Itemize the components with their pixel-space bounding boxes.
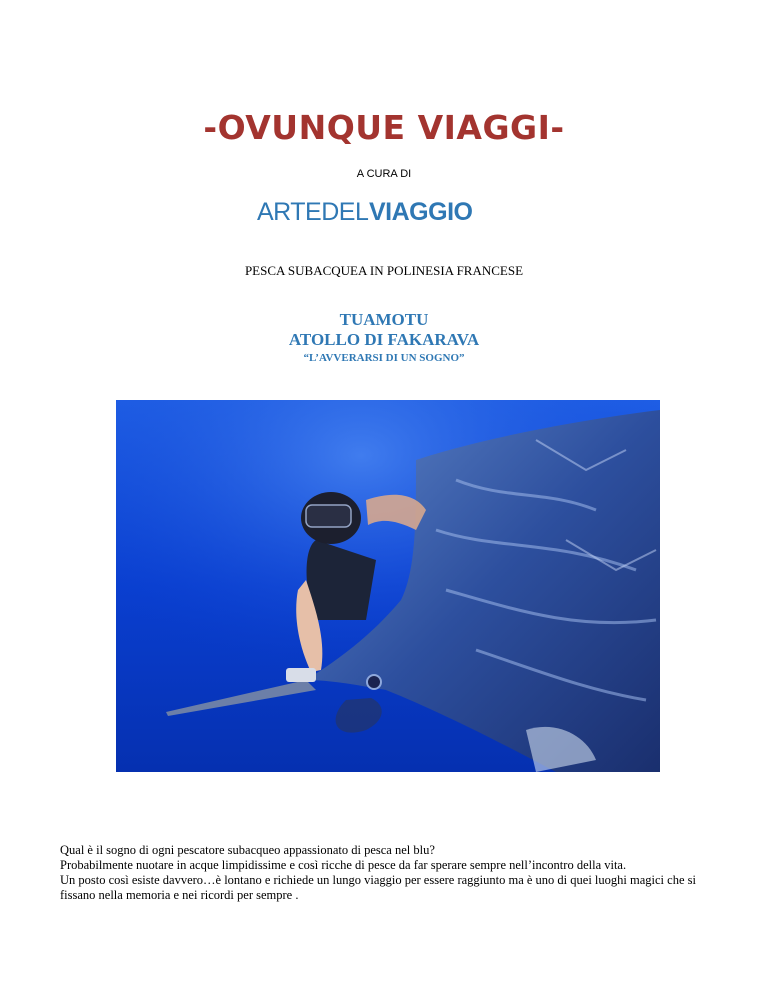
dive-mask-icon (306, 505, 351, 527)
marlin-eye (367, 675, 381, 689)
underwater-photo (116, 400, 660, 772)
logo-text-light: ARTEDEL (257, 198, 369, 224)
tagline: “L’AVVERARSI DI UN SOGNO” (303, 352, 465, 364)
body-paragraph: Probabilmente nuotare in acque limpidissime e così ricche di pesce da far sperare sempre nell’incontro della vita. (60, 858, 627, 872)
subtitle: PESCA SUBACQUEA IN POLINESIA FRANCESE (244, 263, 524, 278)
heading-tuamotu: TUAMOTU (339, 310, 429, 329)
heading-atoll: ATOLLO DI FAKARAVA (288, 330, 480, 349)
arte-del-viaggio-logo (257, 198, 502, 224)
body-paragraph: Un posto così esiste davvero…è lontano e richiede un lungo viaggio per essere raggiunto ma è uno di quei luoghi magici che si fissano nella memoria e nei ricordi per sempre . (60, 873, 696, 902)
body-paragraph: Qual è il sogno di ogni pescatore subacqueo appassionato di pesca nel blu? (60, 843, 435, 857)
body-text (60, 843, 720, 903)
logo-text-bold: VIAGGIO (369, 198, 473, 224)
page-title: -OVUNQUE VIAGGI- (203, 108, 565, 147)
curated-by-label: A CURA DI (356, 168, 412, 180)
